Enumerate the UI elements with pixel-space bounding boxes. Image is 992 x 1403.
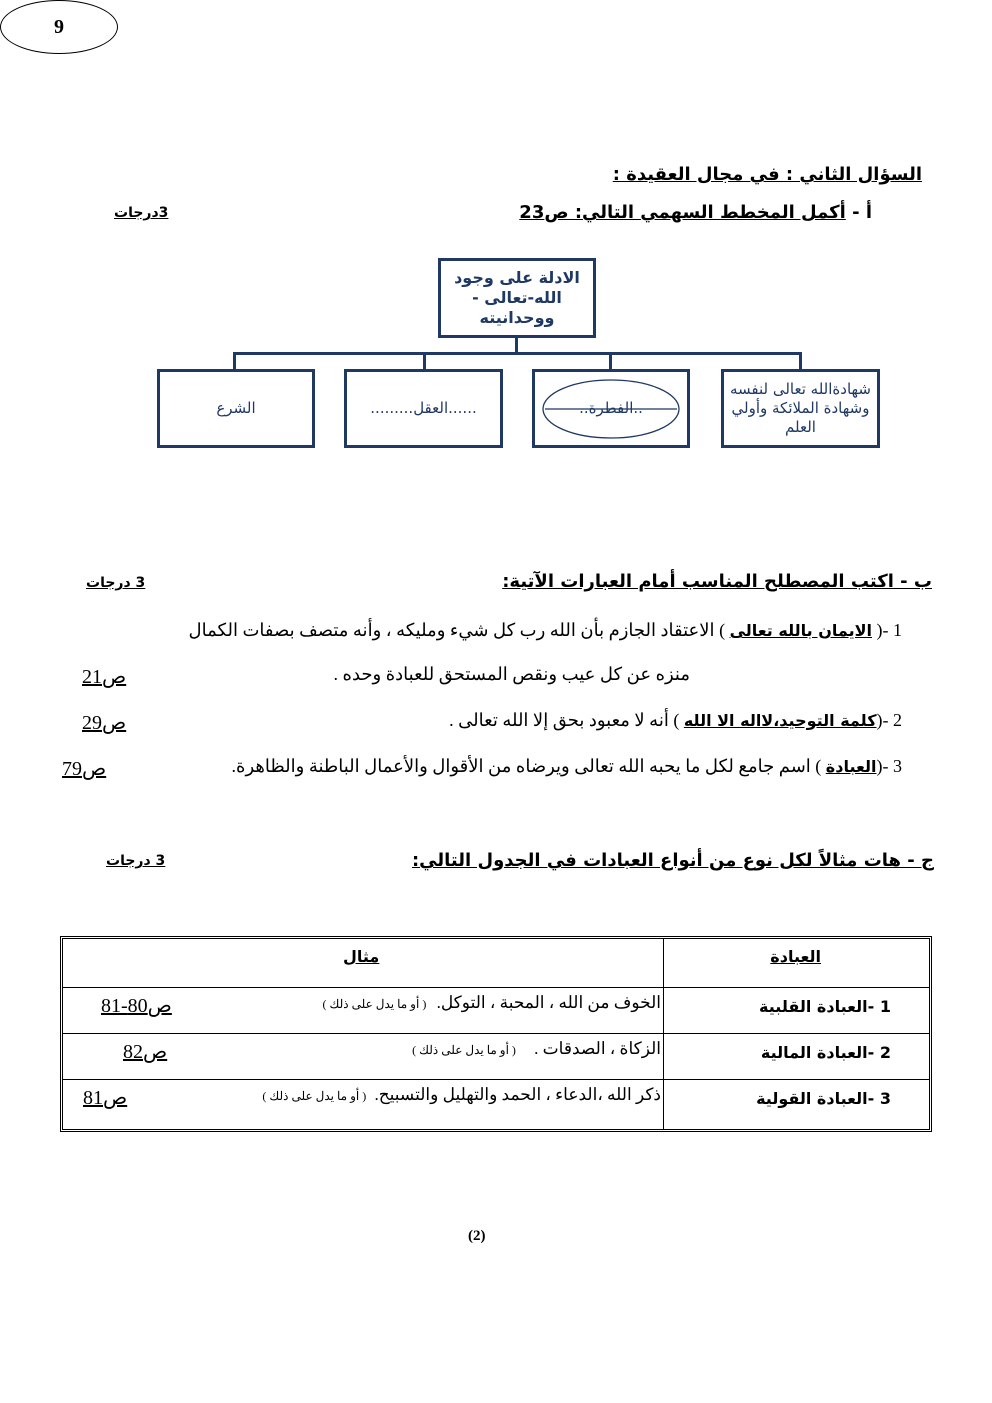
row-note: ( أو ما يدل على ذلك ) — [412, 1043, 516, 1057]
row-example — [323, 993, 662, 1013]
question-title: السؤال الثاني : في مجال العقيدة : — [612, 164, 922, 185]
diagram-root-text: الادلة على وجود الله-تعالى - ووحدانيته — [454, 268, 580, 327]
part-c-title: ج - هات مثالاً لكل نوع من أنواع العبادات في الجدول التالي: — [411, 850, 934, 871]
diagram-branch-text: الشرع — [216, 399, 256, 418]
diagram-branch-box — [344, 369, 503, 448]
item-number: 3 — [893, 756, 902, 776]
part-a-title: أكمل المخطط السهمي التالي: ص23 — [519, 202, 846, 223]
part-b-marks: 3 درجات — [86, 575, 146, 591]
part-a-marks: 3درجات — [114, 205, 169, 221]
part-a-label: أ - — [845, 202, 872, 223]
diagram-branch-box — [721, 369, 880, 448]
term-item-1: 1 -( الايمان بالله تعالى ) الاعتقاد الجازم بأن الله رب كل شيء ومليكه ، وأنه متصف بصفات الكمال — [188, 620, 902, 640]
item-term: العبادة — [825, 757, 877, 776]
item-definition: اسم جامع لكل ما يحبه الله تعالى ويرضاه من الأقوال والأعمال الباطنة والظاهرة. — [231, 756, 816, 776]
diagram-connector — [233, 352, 802, 355]
row-example-text: الخوف من الله ، المحبة ، التوكل. — [436, 993, 661, 1012]
row-type: 1 -العبادة القلبية — [759, 997, 891, 1016]
item-page-ref: ص21 — [82, 666, 127, 688]
row-type: 2 -العبادة المالية — [760, 1043, 891, 1062]
term-item-3: 3 -(العبادة ) اسم جامع لكل ما يحبه الله تعالى ويرضاه من الأقوال والأعمال الباطنة والظاهرة. — [231, 756, 902, 776]
row-example-text: ذكر الله ،الدعاء ، الحمد والتهليل والتسبيح. — [374, 1085, 661, 1104]
diagram-branch-box — [157, 369, 315, 448]
row-example — [412, 1039, 661, 1059]
item-number: 1 — [893, 620, 902, 640]
item-page-ref: ص79 — [62, 758, 107, 780]
row-note: ( أو ما يدل على ذلك ) — [262, 1089, 367, 1103]
table-row — [63, 1033, 929, 1080]
term-item-1-line2: منزه عن كل عيب ونقص المستحق للعبادة وحده . — [333, 664, 690, 684]
diagram-branch-box — [532, 369, 690, 448]
score-oval — [0, 0, 118, 54]
row-page-ref: ص82 — [123, 1041, 168, 1063]
diagram-branch-text: شهادةالله تعالى لنفسه وشهادة الملائكة وأولي العلم — [729, 380, 872, 436]
term-item-2: 2 -(كلمة التوحيد،لااله الا الله ) أنه لا معبود بحق إلا الله تعالى . — [449, 710, 902, 730]
table-row — [63, 1079, 929, 1129]
score-value: 9 — [54, 15, 64, 38]
row-page-ref: ص81 — [83, 1087, 128, 1109]
row-example — [262, 1085, 661, 1105]
diagram-branch-text: ......العقل......... — [370, 399, 477, 418]
header-ibada: العبادة — [770, 947, 821, 966]
part-c-marks: 3 درجات — [106, 853, 166, 869]
item-definition: أنه لا معبود بحق إلا الله تعالى . — [449, 710, 674, 730]
row-note: ( أو ما يدل على ذلك ) — [322, 997, 427, 1011]
row-type: 3 -العبادة القولية — [756, 1089, 891, 1108]
item-term: كلمة التوحيد،لااله الا الله — [683, 711, 877, 730]
table-header-row — [63, 939, 929, 988]
item-number: 2 — [893, 710, 902, 730]
item-term: الايمان بالله تعالى — [729, 621, 872, 640]
header-example: مثال — [343, 947, 380, 966]
diagram-branch-text: ..الفطرة.. — [579, 399, 643, 418]
table-row — [63, 987, 929, 1034]
item-page-ref: ص29 — [82, 712, 127, 734]
diagram-root-box — [438, 258, 596, 338]
row-example-text: الزكاة ، الصدقات . — [534, 1039, 661, 1058]
part-b-title: ب - اكتب المصطلح المناسب أمام العبارات الآتية: — [502, 571, 932, 592]
row-page-ref: ص80-81 — [101, 995, 172, 1017]
ibadat-table — [60, 936, 932, 1132]
item-definition: الاعتقاد الجازم بأن الله رب كل شيء ومليكه ، وأنه متصف بصفات الكمال — [188, 620, 720, 640]
page-number: (2) — [468, 1228, 486, 1244]
part-a-heading — [519, 202, 872, 223]
